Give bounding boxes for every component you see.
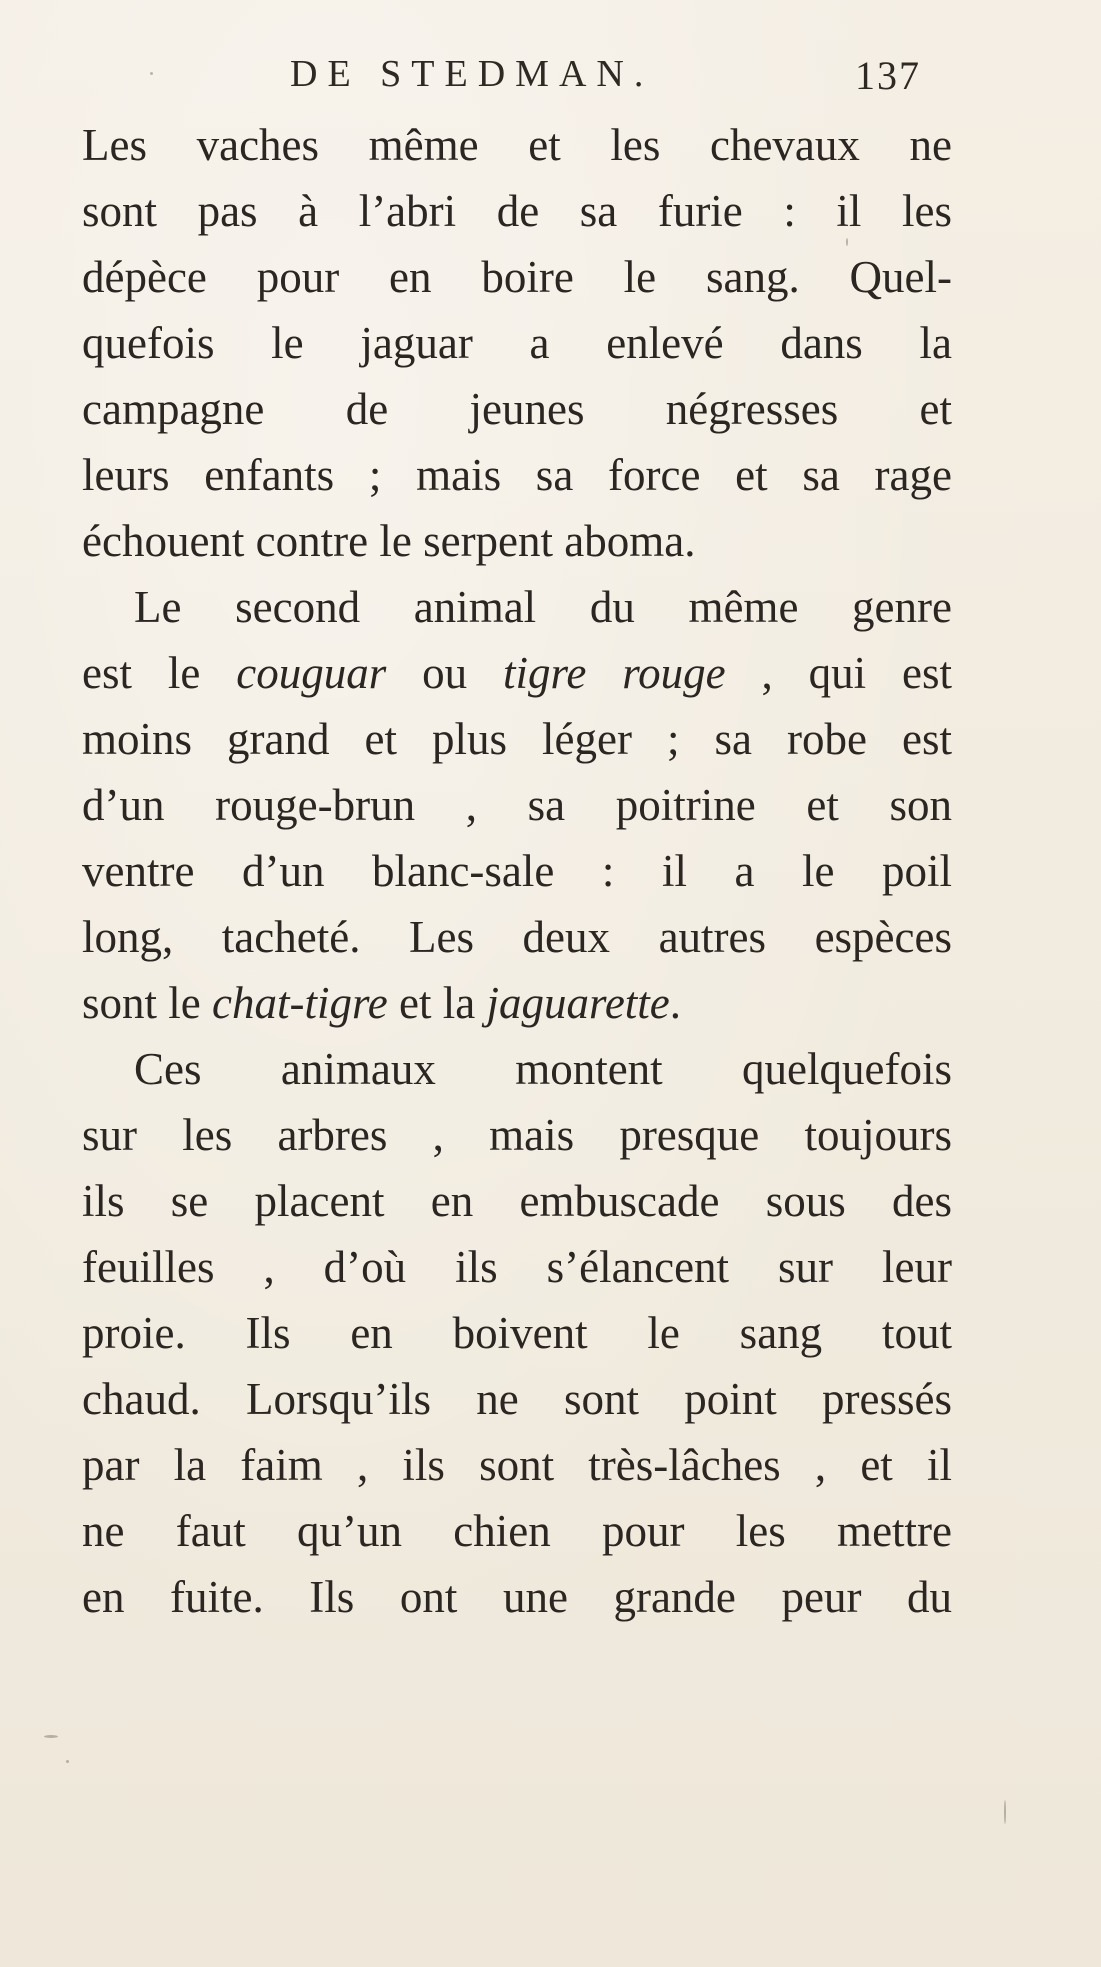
paper-speck [1004, 1800, 1006, 1824]
text-line: par la faim , ils sont très-lâches , et il [82, 1440, 952, 1490]
text-line: ventre d’un blanc-sale : il a le poil [82, 846, 952, 896]
text-line-with-italics [82, 640, 952, 706]
page-header [0, 52, 1101, 112]
text-line: proie. Ils en boivent le sang tout [82, 1308, 952, 1358]
italic-term-tigre-rouge: tigre rouge [503, 648, 726, 698]
paper-speck [846, 238, 848, 246]
text-line: chaud. Lorsqu’ils ne sont point pressés [82, 1374, 952, 1424]
text-line: feuilles , d’où ils s’élancent sur leur [82, 1242, 952, 1292]
text-line: campagne de jeunes négresses et [82, 384, 952, 434]
italic-term-jaguarette: jaguarette [486, 978, 670, 1028]
text-run: et la [387, 978, 487, 1028]
text-line: d’un rouge-brun , sa poitrine et son [82, 780, 952, 830]
text-run: est le [82, 648, 237, 698]
text-line: sur les arbres , mais presque toujours [82, 1110, 952, 1160]
page-number: 137 [855, 53, 921, 98]
paper-speck [66, 1760, 69, 1763]
paper-speck [44, 1735, 58, 1738]
text-run: ou [386, 648, 504, 698]
italic-term-chat-tigre: chat-tigre [212, 978, 388, 1028]
text-line: échouent contre le serpent aboma. [82, 516, 696, 566]
text-line: en fuite. Ils ont une grande peur du [82, 1572, 952, 1622]
text-line-with-italics [82, 970, 952, 1036]
italic-term-couguar: couguar [236, 648, 387, 698]
text-run: . [669, 978, 682, 1028]
text-line: moins grand et plus léger ; sa robe est [82, 714, 952, 764]
text-line: leurs enfants ; mais sa force et sa rage [82, 450, 952, 500]
text-line: ils se placent en embuscade sous des [82, 1176, 952, 1226]
paragraph-2 [82, 574, 952, 1036]
paper-speck [150, 72, 153, 75]
paragraph-3 [82, 1036, 952, 1630]
text-line: Le second animal du même genre [134, 582, 952, 632]
text-line: Les vaches même et les chevaux ne [82, 120, 952, 170]
text-line: dépèce pour en boire le sang. Quel- [82, 252, 952, 302]
body-text [82, 112, 952, 1630]
text-line: sont pas à l’abri de sa furie : il les [82, 186, 952, 236]
text-line: long, tacheté. Les deux autres espèces [82, 912, 952, 962]
text-run: sont le [82, 978, 212, 1028]
running-head: DE STEDMAN. [290, 53, 654, 95]
text-run: , qui est [725, 648, 952, 698]
paragraph-1 [82, 112, 952, 574]
text-line: ne faut qu’un chien pour les mettre [82, 1506, 952, 1556]
text-line: quefois le jaguar a enlevé dans la [82, 318, 952, 368]
text-line: Ces animaux montent quelquefois [134, 1044, 952, 1094]
